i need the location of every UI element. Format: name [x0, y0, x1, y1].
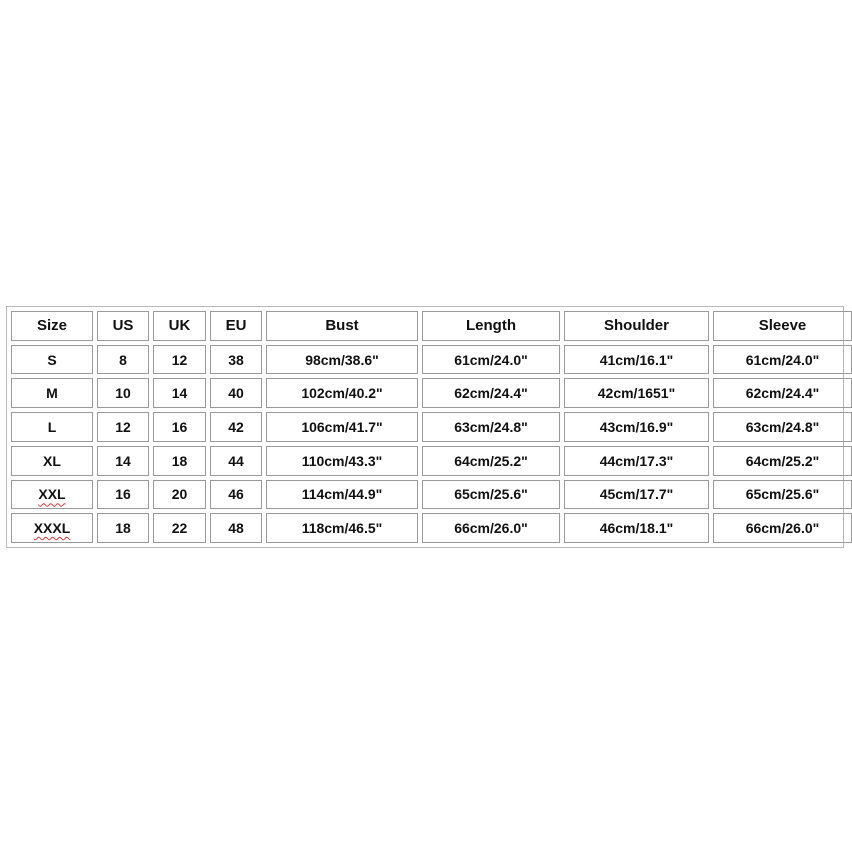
table-row	[11, 378, 852, 408]
cell-eu: 38	[210, 345, 262, 375]
cell-sleeve: 64cm/25.2"	[713, 446, 852, 476]
cell-us: 14	[97, 446, 149, 476]
cell-uk: 18	[153, 446, 206, 476]
cell-bust: 114cm/44.9"	[266, 480, 418, 510]
header-bust: Bust	[266, 311, 418, 341]
header-shoulder: Shoulder	[564, 311, 709, 341]
cell-eu: 46	[210, 480, 262, 510]
cell-bust: 110cm/43.3"	[266, 446, 418, 476]
header-length: Length	[422, 311, 560, 341]
cell-size-text: XXL	[38, 486, 66, 503]
cell-size	[11, 480, 93, 510]
table-row	[11, 345, 852, 375]
header-size: Size	[11, 311, 93, 341]
cell-us: 16	[97, 480, 149, 510]
cell-us: 10	[97, 378, 149, 408]
cell-length: 61cm/24.0"	[422, 345, 560, 375]
header-eu: EU	[210, 311, 262, 341]
cell-us: 12	[97, 412, 149, 442]
cell-sleeve: 63cm/24.8"	[713, 412, 852, 442]
cell-size-text: XXXL	[33, 520, 71, 537]
cell-sleeve: 65cm/25.6"	[713, 480, 852, 510]
cell-eu: 44	[210, 446, 262, 476]
header-sleeve: Sleeve	[713, 311, 852, 341]
cell-uk: 20	[153, 480, 206, 510]
cell-sleeve: 62cm/24.4"	[713, 378, 852, 408]
header-us: US	[97, 311, 149, 341]
cell-size	[11, 513, 93, 543]
cell-size: S	[11, 345, 93, 375]
table-header-row	[11, 311, 852, 341]
cell-shoulder: 41cm/16.1"	[564, 345, 709, 375]
cell-shoulder: 46cm/18.1"	[564, 513, 709, 543]
table-row	[11, 480, 852, 510]
table-row	[11, 412, 852, 442]
cell-shoulder: 45cm/17.7"	[564, 480, 709, 510]
cell-uk: 12	[153, 345, 206, 375]
cell-length: 64cm/25.2"	[422, 446, 560, 476]
cell-sleeve: 66cm/26.0"	[713, 513, 852, 543]
cell-us: 18	[97, 513, 149, 543]
size-chart	[6, 306, 844, 548]
cell-sleeve: 61cm/24.0"	[713, 345, 852, 375]
cell-bust: 102cm/40.2"	[266, 378, 418, 408]
cell-eu: 48	[210, 513, 262, 543]
cell-length: 62cm/24.4"	[422, 378, 560, 408]
cell-size: L	[11, 412, 93, 442]
size-table	[7, 307, 852, 547]
cell-shoulder: 42cm/1651"	[564, 378, 709, 408]
table-row	[11, 446, 852, 476]
cell-size: M	[11, 378, 93, 408]
cell-size: XL	[11, 446, 93, 476]
cell-length: 63cm/24.8"	[422, 412, 560, 442]
cell-length: 65cm/25.6"	[422, 480, 560, 510]
cell-bust: 118cm/46.5"	[266, 513, 418, 543]
cell-eu: 42	[210, 412, 262, 442]
header-uk: UK	[153, 311, 206, 341]
cell-shoulder: 44cm/17.3"	[564, 446, 709, 476]
cell-eu: 40	[210, 378, 262, 408]
table-row	[11, 513, 852, 543]
cell-bust: 106cm/41.7"	[266, 412, 418, 442]
cell-us: 8	[97, 345, 149, 375]
cell-shoulder: 43cm/16.9"	[564, 412, 709, 442]
cell-uk: 16	[153, 412, 206, 442]
cell-bust: 98cm/38.6"	[266, 345, 418, 375]
cell-length: 66cm/26.0"	[422, 513, 560, 543]
cell-uk: 14	[153, 378, 206, 408]
cell-uk: 22	[153, 513, 206, 543]
